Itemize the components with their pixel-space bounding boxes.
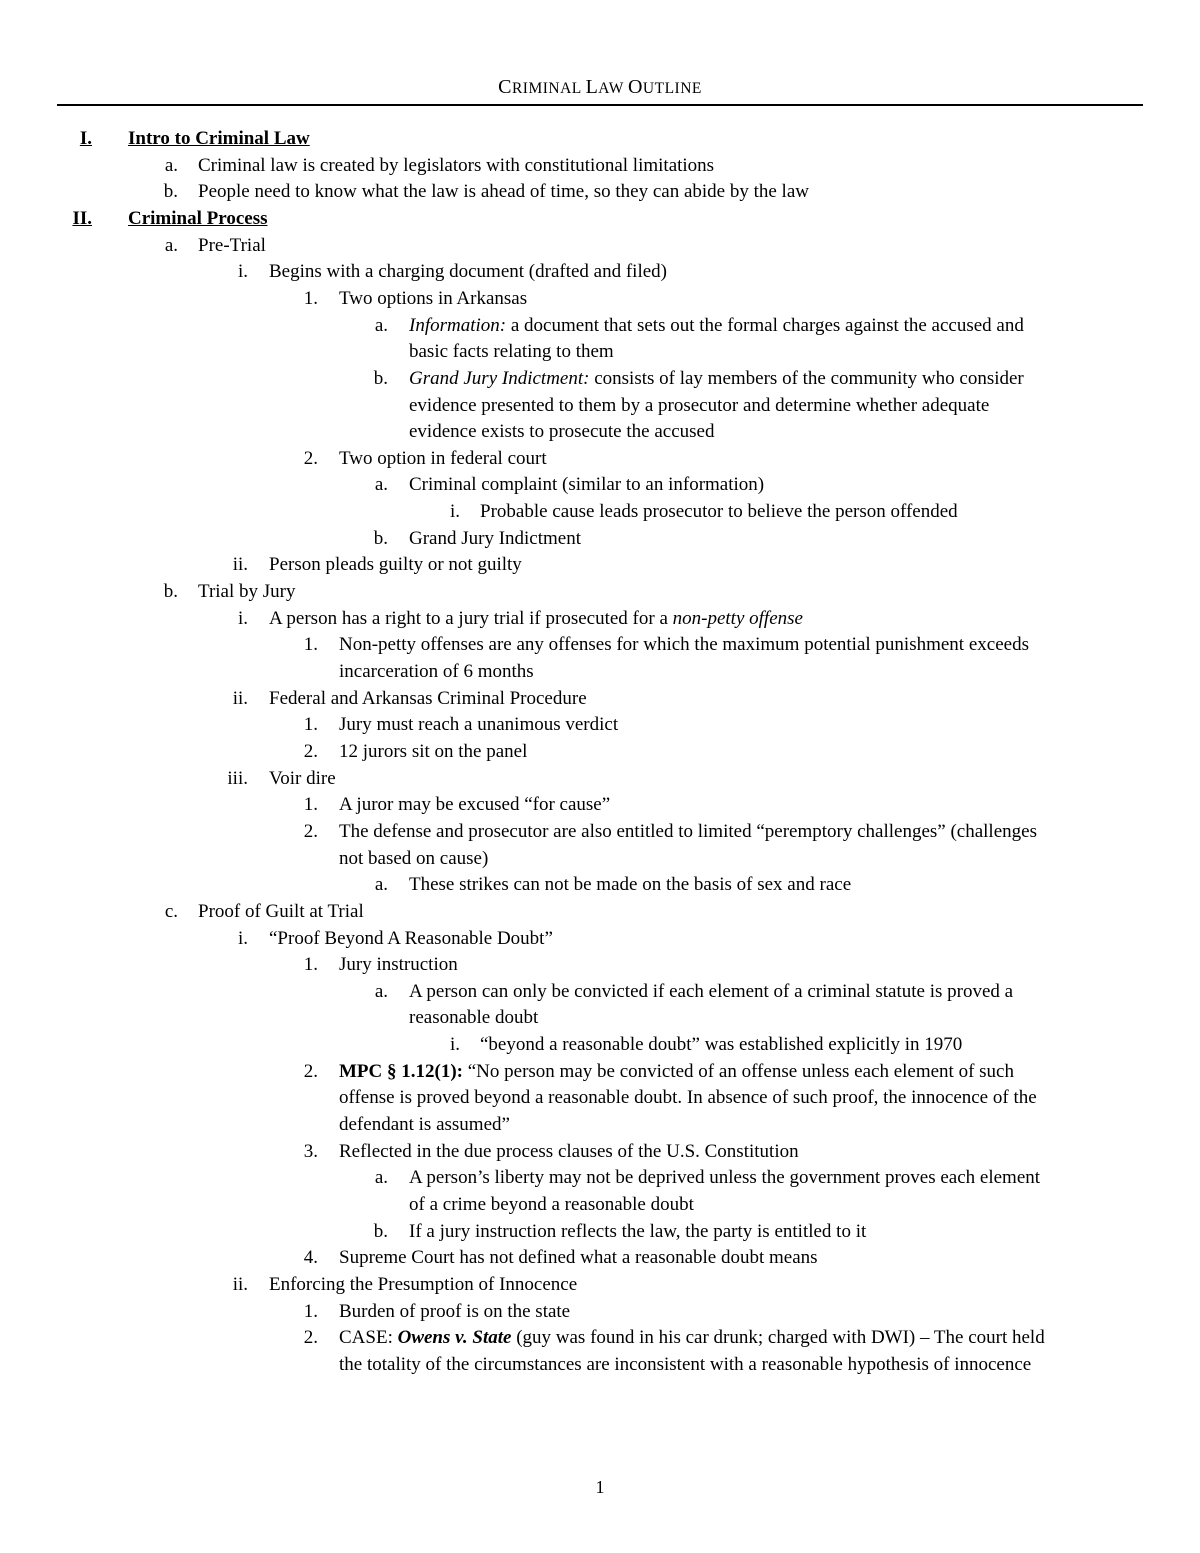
- outline-line-text: Reflected in the due process clauses of the U.S. Constitution: [339, 1140, 799, 1162]
- outline-text: [339, 1324, 1045, 1351]
- outline-text: [198, 578, 295, 605]
- outline-line-text: Voir dire: [269, 767, 336, 789]
- document-title: CRIMINAL LAW OUTLINE: [498, 76, 702, 98]
- outline-line-text: If a jury instruction reflects the law, the party is entitled to it: [409, 1220, 867, 1242]
- outline-line-text: consists of lay members of the community who consider: [589, 367, 1024, 389]
- outline-marker: 1.: [303, 794, 318, 816]
- outline-text: [339, 1058, 1014, 1085]
- outline-text: [128, 125, 310, 152]
- outline-text: [339, 631, 1029, 658]
- outline-text: [339, 711, 618, 738]
- outline-line-text: Pre-Trial: [198, 234, 266, 256]
- outline-line: [0, 1244, 1200, 1271]
- outline-line: [0, 685, 1200, 712]
- outline-line-text: A person can only be convicted if each element of a criminal statute is proved a: [409, 980, 1014, 1002]
- outline-marker: 1.: [303, 1300, 318, 1322]
- outline-line-text: The defense and prosecutor are also entitled to limited “peremptory challenges” (challenges: [339, 820, 1037, 842]
- outline-line-text: (guy was found in his car drunk; charged with DWI) – The court held: [511, 1327, 1045, 1349]
- outline-marker: i.: [237, 261, 248, 283]
- outline-line: [0, 658, 1200, 685]
- outline-text: [269, 685, 587, 712]
- outline-text: [198, 898, 364, 925]
- outline-line-text: “No person may be convicted of an offense unless each element of such: [463, 1060, 1014, 1082]
- outline-line: [0, 418, 1200, 445]
- outline-marker: i.: [237, 607, 248, 629]
- emphasis-term: Information:: [409, 314, 507, 336]
- outline-line-text: 12 jurors sit on the panel: [339, 740, 528, 762]
- outline-text: [339, 1111, 510, 1138]
- outline-line-text: Person pleads guilty or not guilty: [269, 554, 522, 576]
- outline-marker: ii.: [232, 687, 248, 709]
- outline-text: [409, 471, 764, 498]
- outline-marker: b.: [373, 527, 388, 549]
- outline-text: [409, 338, 614, 365]
- outline-text: [198, 232, 266, 259]
- outline-marker: b.: [163, 581, 178, 603]
- outline-line: [0, 525, 1200, 552]
- outline-line-text: Criminal complaint (similar to an information): [409, 474, 765, 496]
- outline-line-text: A person has a right to a jury trial if prosecuted for a: [269, 607, 673, 629]
- outline-marker: 4.: [303, 1247, 318, 1269]
- outline-line: [0, 925, 1200, 952]
- outline-line: [0, 125, 1200, 152]
- outline-line: [0, 951, 1200, 978]
- outline-line: [0, 871, 1200, 898]
- outline-text: [409, 1004, 538, 1031]
- outline-text: [409, 365, 1024, 392]
- outline-text: [339, 285, 527, 312]
- outline-line: [0, 471, 1200, 498]
- outline-text: [339, 445, 547, 472]
- outline-line: [0, 232, 1200, 259]
- outline-line: [0, 1218, 1200, 1245]
- outline-text: [409, 418, 714, 445]
- outline-line: [0, 551, 1200, 578]
- outline-line: [0, 1111, 1200, 1138]
- outline-marker: a.: [374, 314, 388, 336]
- outline-text: [269, 605, 803, 632]
- outline-text: [269, 1271, 577, 1298]
- outline-line: [0, 818, 1200, 845]
- outline-line-text: “beyond a reasonable doubt” was established explicitly in 1970: [480, 1034, 963, 1056]
- outline-marker: 3.: [303, 1140, 318, 1162]
- outline-line: [0, 578, 1200, 605]
- outline-line-text: Jury instruction: [339, 954, 458, 976]
- outline-line-text: Enforcing the Presumption of Innocence: [269, 1273, 578, 1295]
- outline-marker: II.: [72, 207, 92, 229]
- outline-line: [0, 1324, 1200, 1351]
- outline-marker: iii.: [227, 767, 248, 789]
- outline-text: [198, 178, 809, 205]
- outline-line: [0, 1004, 1200, 1031]
- outline-marker: i.: [237, 927, 248, 949]
- outline-marker: b.: [373, 367, 388, 389]
- page-number: 1: [595, 1477, 605, 1497]
- outline-marker: a.: [164, 154, 178, 176]
- outline-text: [409, 1218, 866, 1245]
- outline-line-text: “Proof Beyond A Reasonable Doubt”: [269, 927, 553, 949]
- outline-line: [0, 1031, 1200, 1058]
- outline-line: [0, 738, 1200, 765]
- outline-line: [0, 605, 1200, 632]
- outline-line-text: of a crime beyond a reasonable doubt: [409, 1194, 694, 1215]
- outline-marker: 1.: [303, 954, 318, 976]
- outline-marker: I.: [79, 128, 92, 149]
- outline-line-text: Two option in federal court: [339, 447, 547, 469]
- outline-text: [339, 1084, 1037, 1111]
- outline-line-text: a document that sets out the formal charges against the accused and: [506, 314, 1024, 336]
- outline-marker: ii.: [232, 1273, 248, 1295]
- outline-line: [0, 365, 1200, 392]
- outline-text: [269, 925, 553, 952]
- outline-marker: a.: [374, 474, 388, 496]
- outline-text: [339, 658, 534, 685]
- outline-line: [0, 1271, 1200, 1298]
- outline-line: [0, 711, 1200, 738]
- outline-marker: a.: [374, 980, 388, 1002]
- outline-line: [0, 765, 1200, 792]
- outline-line: [0, 285, 1200, 312]
- outline-line-text: reasonable doubt: [409, 1007, 539, 1029]
- outline-line: [0, 1164, 1200, 1191]
- outline-line-text: evidence exists to prosecute the accused: [409, 421, 715, 443]
- outline-text: [339, 738, 527, 765]
- outline-line-text: offense is proved beyond a reasonable doubt. In absence of such proof, the innocence of the: [339, 1087, 1037, 1109]
- outline-line-text: Begins with a charging document (drafted and filed): [269, 261, 667, 283]
- outline-marker: 2.: [303, 740, 318, 762]
- outline-marker: 1.: [303, 714, 318, 736]
- case-prefix: CASE:: [339, 1327, 398, 1349]
- outline-text: [480, 1031, 962, 1058]
- outline-line: [0, 258, 1200, 285]
- outline-line-text: Supreme Court has not defined what a reasonable doubt means: [339, 1247, 818, 1269]
- outline-line: [0, 152, 1200, 179]
- outline-text: [128, 205, 268, 232]
- outline-text: [269, 258, 667, 285]
- outline-line-text: Two options in Arkansas: [339, 287, 528, 309]
- outline-marker: b.: [373, 1220, 388, 1242]
- outline-line: [0, 392, 1200, 419]
- outline-marker: 2.: [303, 1327, 318, 1349]
- outline-line-text: Federal and Arkansas Criminal Procedure: [269, 687, 587, 709]
- outline-line: [0, 1058, 1200, 1085]
- outline-line: [0, 898, 1200, 925]
- outline-marker: i.: [449, 501, 460, 523]
- outline-line-text: evidence presented to them by a prosecutor and determine whether adequate: [409, 394, 990, 416]
- outline-text: [339, 951, 458, 978]
- outline-text: [409, 392, 989, 419]
- outline-marker: 2.: [303, 1060, 318, 1082]
- outline-line: [0, 978, 1200, 1005]
- outline-marker: i.: [449, 1034, 460, 1056]
- outline-line-text: not based on cause): [339, 847, 489, 869]
- outline-marker: a.: [374, 1167, 388, 1189]
- outline-text: [339, 818, 1037, 845]
- outline-line: [0, 1084, 1200, 1111]
- outline-line: [0, 1191, 1200, 1218]
- outline-text: [198, 152, 714, 179]
- outline-line-text: Grand Jury Indictment: [409, 527, 582, 549]
- outline-line: [0, 312, 1200, 339]
- emphasis-term: Owens v. State: [397, 1327, 512, 1349]
- outline-line: [0, 178, 1200, 205]
- outline-line-text: Burden of proof is on the state: [339, 1300, 571, 1322]
- outline-text: [339, 791, 610, 818]
- outline-line-text: Probable cause leads prosecutor to believe the person offended: [480, 501, 958, 523]
- outline-line: [0, 498, 1200, 525]
- emphasis-term: Grand Jury Indictment:: [409, 367, 590, 389]
- outline-line-text: Criminal law is created by legislators with constitutional limitations: [198, 154, 715, 176]
- outline-line-text: basic facts relating to them: [409, 341, 614, 363]
- outline-text: [409, 1191, 694, 1218]
- outline-line-text: Trial by Jury: [198, 581, 296, 603]
- title-rule: [57, 104, 1143, 106]
- outline-line-text: incarceration of 6 months: [339, 661, 534, 682]
- outline-text: [269, 765, 336, 792]
- outline-line-text: defendant is assumed”: [339, 1114, 510, 1136]
- outline-line: [0, 445, 1200, 472]
- outline-marker: 1.: [303, 287, 318, 309]
- outline-text: [339, 1298, 570, 1325]
- emphasis-term: MPC § 1.12(1):: [339, 1060, 463, 1082]
- outline-line-text: Proof of Guilt at Trial: [198, 900, 364, 922]
- outline-line: [0, 845, 1200, 872]
- outline-line-text: Jury must reach a unanimous verdict: [339, 714, 619, 736]
- outline-text: [409, 978, 1013, 1005]
- outline-marker: a.: [164, 234, 178, 256]
- outline-line: [0, 1351, 1200, 1378]
- outline-line-text: A juror may be excused “for cause”: [339, 794, 611, 816]
- outline-line: [0, 791, 1200, 818]
- outline-line-text: Non-petty offenses are any offenses for which the maximum potential punishment exceeds: [339, 634, 1029, 656]
- outline-marker: c.: [164, 900, 178, 922]
- outline-line-text: These strikes can not be made on the basis of sex and race: [409, 874, 852, 896]
- outline-line-text: the totality of the circumstances are inconsistent with a reasonable hypothesis of innocence: [339, 1353, 1032, 1375]
- outline-text: [409, 871, 851, 898]
- outline-text: [409, 312, 1024, 339]
- outline-line: [0, 1138, 1200, 1165]
- outline-text: [269, 551, 522, 578]
- outline-text: [480, 498, 958, 525]
- outline-line: [0, 631, 1200, 658]
- outline-text: [339, 1244, 818, 1271]
- outline-line: [0, 205, 1200, 232]
- outline-marker: 2.: [303, 820, 318, 842]
- outline-marker: b.: [163, 181, 178, 203]
- outline-marker: 2.: [303, 447, 318, 469]
- outline-marker: 1.: [303, 634, 318, 656]
- outline-line: [0, 1298, 1200, 1325]
- outline-text: [339, 845, 488, 872]
- outline-text: [339, 1351, 1031, 1378]
- emphasis-term: non-petty offense: [672, 607, 803, 629]
- outline-text: [339, 1138, 799, 1165]
- outline-line: [0, 338, 1200, 365]
- outline-text: [409, 1164, 1040, 1191]
- outline-text: [409, 525, 581, 552]
- outline-marker: ii.: [232, 554, 248, 576]
- section-heading: Intro to Criminal Law: [128, 128, 310, 149]
- section-heading: Criminal Process: [128, 207, 268, 229]
- outline-line-text: A person’s liberty may not be deprived unless the government proves each element: [409, 1167, 1041, 1189]
- outline-line-text: People need to know what the law is ahead of time, so they can abide by the law: [198, 181, 809, 203]
- outline-marker: a.: [374, 874, 388, 896]
